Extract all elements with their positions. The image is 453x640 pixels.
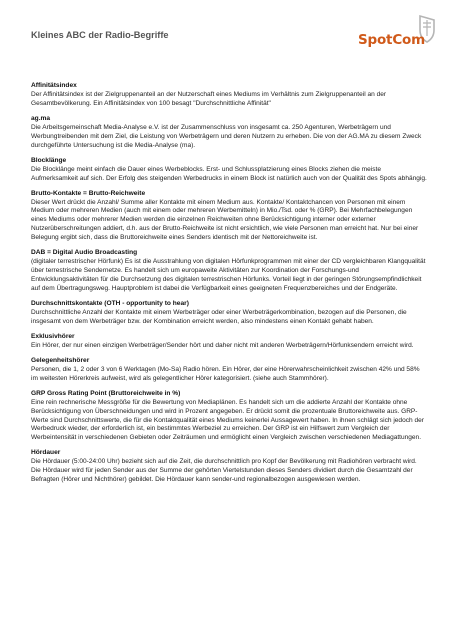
entry-definition: Die Arbeitsgemeinschaft Media-Analyse e.V. ist der Zusammenschluss von insgesamt ca. 250 Agenturen, Werbeträgern und Werbungtreibenden mit dem Ziel, die Leistung von Werbeträgern und deren Nutzern zu erheben. Die von der AG.MA zu diesem Zweck durchgeführte Untersuchung ist die Media-Analyse (ma). [31,123,422,149]
glossary-entry [31,333,427,351]
entry-definition: Dieser Wert drückt die Anzahl/ Summe aller Kontakte mit einem Medium aus. Kontakte/ Kontaktchancen von Personen mit einem Medium oder mehreren Medien (auch mit einem oder mehreren Werbemitteln) in Mio./Tsd. oder % (GRP). Bei Mehrfachbelegungen eines Mediums oder mehrerer Medien werden die einzelnen Reichweiten ohne Berücksichtigung interner oder externer Nutzerüberschreitungen addiert, d.h. aus der Brutto-Reichweite ist nicht ersichtlich, wie viele Personen man erreicht hat. Nur bei einer Belegung ergibt sich, dass die Bruttoreichweite eines Senders identisch mit der Nettoreichweite ist. [31,198,419,242]
entry-definition: Durchschnittliche Anzahl der Kontakte mit einem Werbeträger oder einer Werbeträgerkombination, bezogen auf die Personen, die insgesamt von dem Werbeträger bzw. der Kombination erreicht werden, also mindestens einen Kontakt gehabt haben. [31,308,407,325]
glossary-entry [31,300,427,327]
entry-definition: Der Affinitätsindex ist der Zielgruppenanteil an der Nutzerschaft eines Mediums im Verhältnis zum Zielgruppenanteil an der Gesamtbevölkerung. Ein Affinitätsindex von 100 besagt "Durchschnittliche Affinität" [31,90,387,107]
glossary-entry [31,357,427,384]
entry-term: Exklusivhörer [31,332,75,340]
logo-wordmark: SpotCom [358,32,425,48]
entry-definition: Eine rein rechnerische Messgröße für die Bewertung von Mediaplänen. Es handelt sich um die addierte Anzahl der Kontakte ohne Berücksichtigung von Überschneidungen und wird in Prozent angegeben. Er drückt somit die prozentuale Bruttoreichweite aus. GRP-Werte sind Durchschnittswerte, die für die Kontaktqualität eines Mediums keinerlei Aussagewert haben. In ihnen schlägt sich jedoch der Werbedruck wieder, der erforderlich ist, ein bestimmtes Werbeziel zu erreichen. Der GRP ist ein Hilfswert zum Vergleich der Werbeintensität in verschiedenen Gebieten oder Zeiträumen und ermöglicht einen Vergleich zwischen verschiedenen Mediagattungen. [31,398,424,442]
entry-definition: Ein Hörer, der nur einen einzigen Werbeträger/Sender hört und daher nicht mit anderen Werbeträgern/Hörfunksendern erreicht wird. [31,341,414,349]
document-title: Kleines ABC der Radio-Begriffe [31,30,169,40]
entry-definition: Die Hördauer (5:00-24:00 Uhr) bezieht sich auf die Zeit, die durchschnittlich pro Kopf der Bevölkerung mit Radiohören verbracht wird. Die Hördauer wird für jeden Sender aus der Summe der gehörten Viertelstunden dieses Senders dividiert durch die Gesamtzahl der Befragten (Hörer und Nichthörer) gebildet. Die Hördauer kann sender-und regionalbezogen ausgewiesen werden. [31,458,417,484]
entry-term: Gelegenheitshörer [31,356,90,364]
glossary-entry [31,449,427,485]
glossary-entry [31,157,427,184]
entry-term: Brutto-Kontakte = Brutto-Reichweite [31,189,146,197]
entry-definition: (digitaler terrestrischer Hörfunk) Es ist die Ausstrahlung von digitalen Hörfunkprogrammen mit einer der CD vergleichbaren Klangqualität über terrestrische Sendernetze. Es handelt sich um europaweite Aktivitäten zur Koordination der Forschungs-und Entwicklungsaktivitäten für die Durchsetzung des digitalen terrestrischen Hörfunks. Vorteil liegt in der geringen Störungsempfindlichkeit auf dem Übertragungsweg. Hauptproblem ist dabei die Verfügbarkeit eines geeigneten Frequenzbereiches und der Endgeräte. [31,258,426,292]
page-header [0,0,453,60]
glossary-entry [31,82,427,109]
entry-definition: Die Blocklänge meint einfach die Dauer eines Werbeblocks. Erst- und Schlussplatzierung eines Blocks ziehen die meiste Aufmerksamkeit auf sich. Der Erfolg des steigenden Werbedrucks in einem Block ist natürlich auch von der Qualität des Spots abhängig. [31,165,427,182]
glossary-entry [31,190,427,243]
entry-term: Affinitätsindex [31,82,77,89]
entry-term: Durchschnittskontakte (OTH - opportunity to hear) [31,299,189,307]
entry-term: GRP Gross Rating Point (Bruttoreichweite in %) [31,389,181,397]
glossary-entry [31,115,427,151]
entry-definition: Personen, die 1, 2 oder 3 von 6 Werktagen (Mo-Sa) Radio hören. Ein Hörer, der eine Hörerwahrscheinlichkeit zwischen 42% und 58% im weitesten Hörerkreis aufweist, wird als gelegentlicher Hörer kategorisiert. (siehe auch Stammhörer). [31,365,420,382]
entry-term: Blocklänge [31,156,67,164]
glossary-entry [31,390,427,443]
glossary-list [31,82,427,491]
entry-term: DAB = Digital Audio Broadcasting [31,249,138,257]
spotcom-logo [358,14,443,54]
entry-term: ag.ma [31,114,51,122]
entry-term: Hördauer [31,449,61,457]
glossary-entry [31,249,427,294]
